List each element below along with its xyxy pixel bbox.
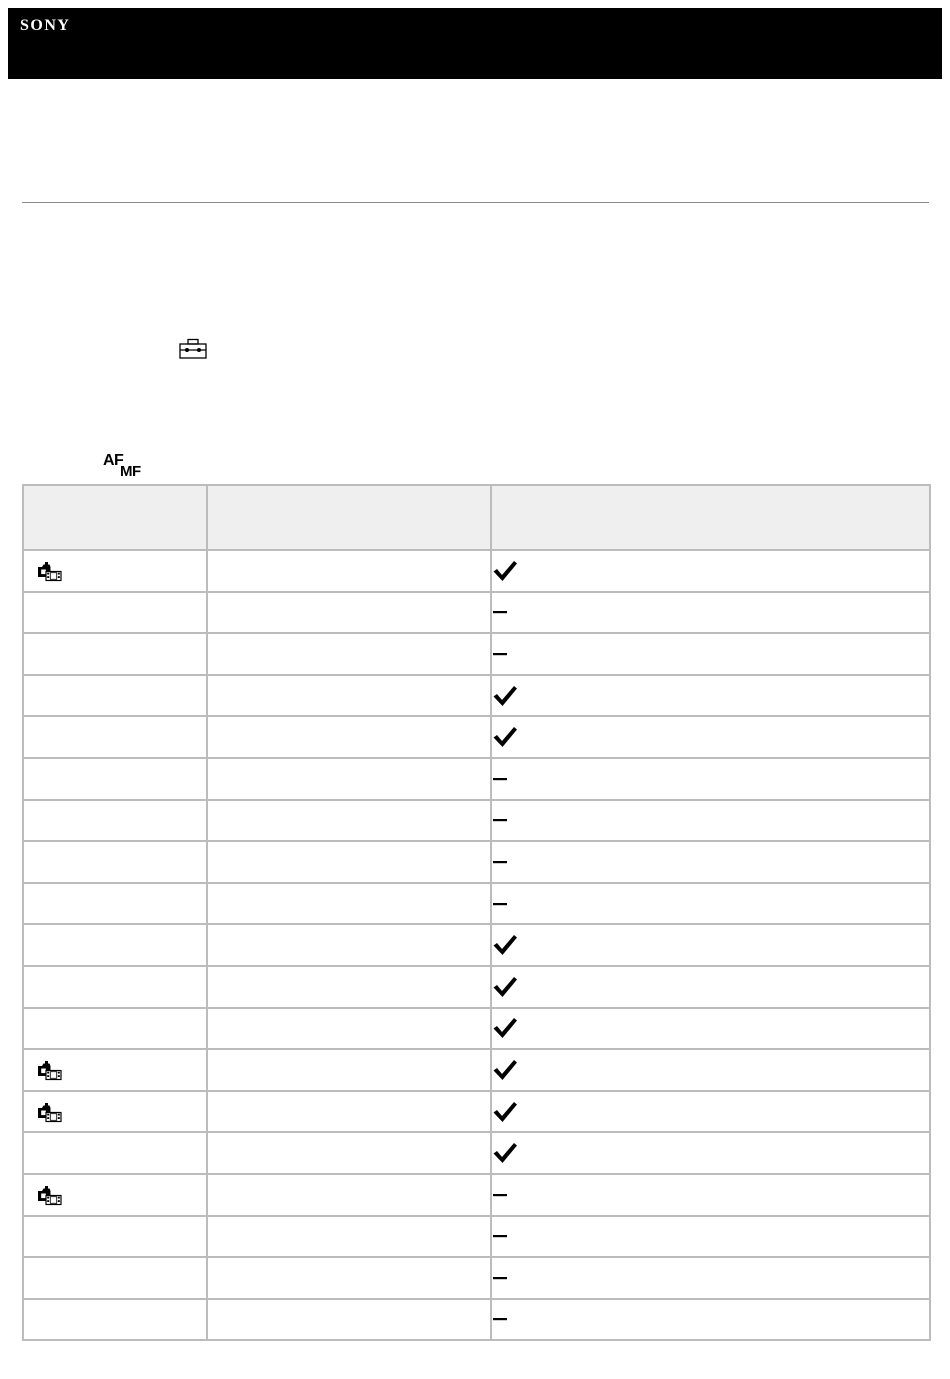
table-cell-setting xyxy=(23,800,207,842)
table-row xyxy=(23,592,930,634)
setting-cell-content xyxy=(24,842,206,882)
setting-cell-content xyxy=(24,1175,206,1215)
table-cell-availability xyxy=(491,1174,930,1216)
dash-icon xyxy=(492,859,508,865)
table-cell-setting xyxy=(23,1132,207,1174)
table-cell-availability xyxy=(491,841,930,883)
table-cell-availability xyxy=(491,633,930,675)
table-cell-setting xyxy=(23,758,207,800)
table-row xyxy=(23,633,930,675)
dash-icon xyxy=(492,651,508,657)
setting-cell-content xyxy=(24,1258,206,1298)
table-cell-availability xyxy=(491,1216,930,1258)
table-cell-setting xyxy=(23,1174,207,1216)
table-cell-value xyxy=(207,758,491,800)
table-cell-value xyxy=(207,675,491,717)
table-row xyxy=(23,1049,930,1091)
still-movie-camera-icon xyxy=(36,1184,62,1206)
dash-icon xyxy=(492,901,508,907)
setting-cell-content xyxy=(24,551,206,591)
table-cell-value xyxy=(207,1132,491,1174)
table-cell-availability xyxy=(491,758,930,800)
table-row xyxy=(23,966,930,1008)
check-icon xyxy=(492,1016,518,1040)
check-icon xyxy=(492,725,518,749)
table-cell-availability xyxy=(491,1299,930,1341)
dash-icon xyxy=(492,817,508,823)
table-cell-setting xyxy=(23,841,207,883)
table-cell-value xyxy=(207,924,491,966)
table-cell-value xyxy=(207,883,491,925)
availability-mark xyxy=(492,1092,929,1132)
table-row xyxy=(23,758,930,800)
availability-mark xyxy=(492,1258,929,1298)
section-divider xyxy=(22,202,929,203)
availability-mark xyxy=(492,967,929,1007)
table-header-cell xyxy=(207,485,491,550)
table-cell-availability xyxy=(491,592,930,634)
table-cell-setting xyxy=(23,1216,207,1258)
table-cell-availability xyxy=(491,1008,930,1050)
table-cell-availability xyxy=(491,924,930,966)
table-header-cell xyxy=(491,485,930,550)
table-cell-setting xyxy=(23,550,207,592)
setting-cell-content xyxy=(24,634,206,674)
table-row xyxy=(23,1091,930,1133)
setting-cell-content xyxy=(24,676,206,716)
check-icon xyxy=(492,933,518,957)
table-row xyxy=(23,1299,930,1341)
dash-icon xyxy=(492,776,508,782)
table-cell-setting xyxy=(23,592,207,634)
setting-cell-content xyxy=(24,1050,206,1090)
table-cell-setting xyxy=(23,1049,207,1091)
still-movie-camera-icon xyxy=(36,560,62,582)
dash-icon xyxy=(492,1316,508,1322)
dash-icon xyxy=(492,1275,508,1281)
af-mf-icon xyxy=(103,452,147,480)
table-cell-availability xyxy=(491,550,930,592)
table-cell-availability xyxy=(491,675,930,717)
table-cell-value xyxy=(207,716,491,758)
table-cell-availability xyxy=(491,1132,930,1174)
toolbox-icon xyxy=(179,338,207,360)
availability-mark xyxy=(492,1009,929,1049)
table-cell-availability xyxy=(491,716,930,758)
availability-mark xyxy=(492,925,929,965)
table-cell-value xyxy=(207,1091,491,1133)
setting-cell-content xyxy=(24,1300,206,1340)
still-movie-camera-icon xyxy=(36,1101,62,1123)
availability-table xyxy=(22,484,931,1341)
setting-cell-content xyxy=(24,884,206,924)
table-row xyxy=(23,800,930,842)
setting-cell-content xyxy=(24,1009,206,1049)
availability-mark xyxy=(492,759,929,799)
header-bar xyxy=(8,8,942,79)
check-icon xyxy=(492,975,518,999)
table-cell-availability xyxy=(491,800,930,842)
af-label: AF xyxy=(103,452,124,469)
dash-icon xyxy=(492,609,508,615)
table-row xyxy=(23,1008,930,1050)
availability-mark xyxy=(492,676,929,716)
setting-cell-content xyxy=(24,1133,206,1173)
table-row xyxy=(23,550,930,592)
table-cell-availability xyxy=(491,966,930,1008)
table-cell-setting xyxy=(23,1299,207,1341)
table-row xyxy=(23,1257,930,1299)
table-row xyxy=(23,841,930,883)
table-row xyxy=(23,716,930,758)
table-header-cell xyxy=(23,485,207,550)
table-cell-availability xyxy=(491,1091,930,1133)
table-cell-setting xyxy=(23,675,207,717)
table-row xyxy=(23,675,930,717)
table-cell-value xyxy=(207,966,491,1008)
table-row xyxy=(23,1216,930,1258)
table-cell-value xyxy=(207,1174,491,1216)
table-cell-value xyxy=(207,1257,491,1299)
table-cell-setting xyxy=(23,633,207,675)
table-cell-setting xyxy=(23,924,207,966)
availability-mark xyxy=(492,1300,929,1340)
still-movie-camera-icon xyxy=(36,1059,62,1081)
mf-label: MF xyxy=(120,463,141,480)
table-cell-setting xyxy=(23,1008,207,1050)
setting-cell-content xyxy=(24,1092,206,1132)
table-row xyxy=(23,924,930,966)
check-icon xyxy=(492,1100,518,1124)
brand-logo: SONY xyxy=(20,17,71,34)
table-cell-value xyxy=(207,1049,491,1091)
setting-cell-content xyxy=(24,593,206,633)
table-row xyxy=(23,1132,930,1174)
availability-mark xyxy=(492,634,929,674)
availability-mark xyxy=(492,842,929,882)
availability-mark xyxy=(492,1133,929,1173)
setting-cell-content xyxy=(24,801,206,841)
check-icon xyxy=(492,684,518,708)
setting-cell-content xyxy=(24,967,206,1007)
availability-mark xyxy=(492,717,929,757)
check-icon xyxy=(492,559,518,583)
availability-mark xyxy=(492,593,929,633)
check-icon xyxy=(492,1141,518,1165)
dash-icon xyxy=(492,1192,508,1198)
table-cell-setting xyxy=(23,1091,207,1133)
table-cell-availability xyxy=(491,1257,930,1299)
table-cell-value xyxy=(207,800,491,842)
setting-cell-content xyxy=(24,1217,206,1257)
table-cell-value xyxy=(207,550,491,592)
table-row xyxy=(23,883,930,925)
check-icon xyxy=(492,1058,518,1082)
availability-mark xyxy=(492,551,929,591)
table-cell-value xyxy=(207,1216,491,1258)
dash-icon xyxy=(492,1233,508,1239)
availability-mark xyxy=(492,1050,929,1090)
table-row xyxy=(23,1174,930,1216)
table-cell-availability xyxy=(491,1049,930,1091)
availability-mark xyxy=(492,884,929,924)
table-header-row xyxy=(23,485,930,550)
table-cell-value xyxy=(207,592,491,634)
table-cell-value xyxy=(207,1008,491,1050)
setting-cell-content xyxy=(24,759,206,799)
setting-cell-content xyxy=(24,717,206,757)
table-cell-setting xyxy=(23,966,207,1008)
table-cell-value xyxy=(207,841,491,883)
table-cell-setting xyxy=(23,883,207,925)
table-cell-setting xyxy=(23,1257,207,1299)
table-cell-setting xyxy=(23,716,207,758)
availability-mark xyxy=(492,801,929,841)
table-cell-availability xyxy=(491,883,930,925)
availability-mark xyxy=(492,1175,929,1215)
table-cell-value xyxy=(207,633,491,675)
setting-cell-content xyxy=(24,925,206,965)
table-cell-value xyxy=(207,1299,491,1341)
availability-mark xyxy=(492,1217,929,1257)
